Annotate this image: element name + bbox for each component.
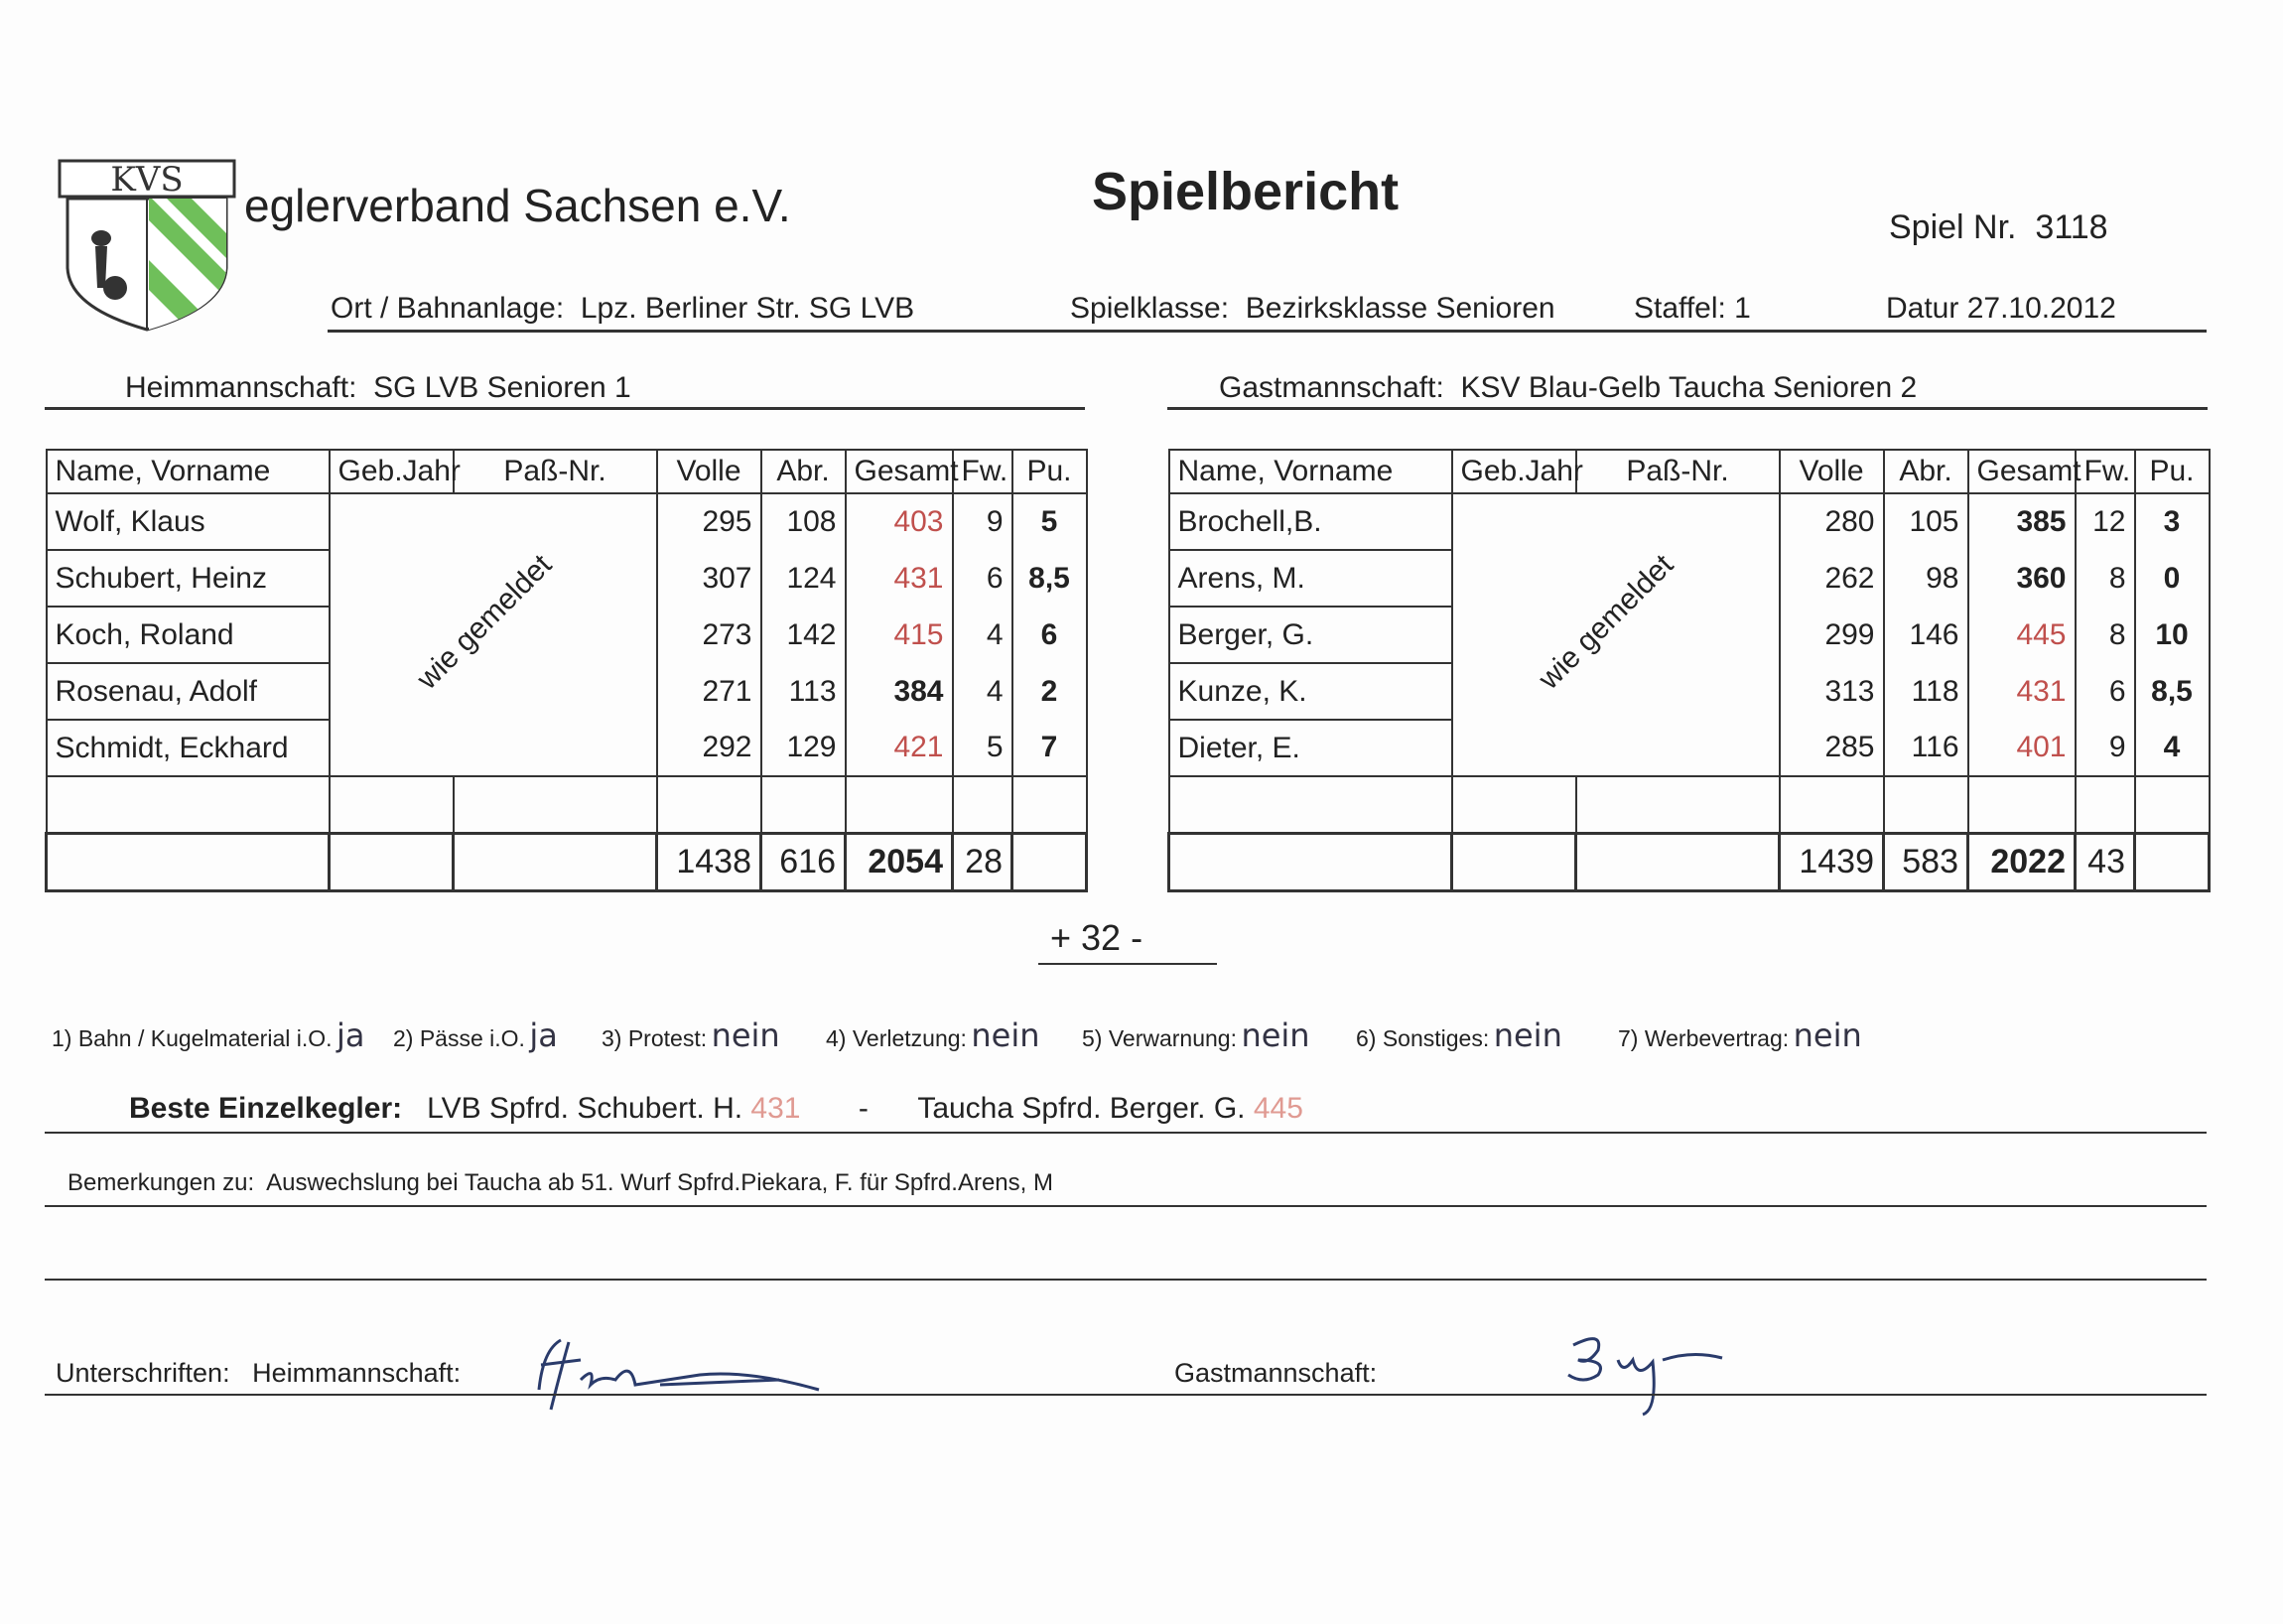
pu: 6	[1012, 607, 1087, 663]
abr: 124	[761, 550, 846, 607]
player-name: Wolf, Klaus	[47, 493, 330, 550]
player-name: Schmidt, Eckhard	[47, 720, 330, 776]
col-pass-nr: Paß-Nr.	[454, 450, 657, 493]
player-name: Dieter, E.	[1169, 720, 1452, 776]
volle: 273	[657, 607, 761, 663]
best-label: Beste Einzelkegler:	[129, 1092, 403, 1125]
pu: 8,5	[2135, 663, 2210, 720]
gesamt: 431	[846, 550, 953, 607]
pu: 3	[2135, 493, 2210, 550]
best-home-score: 431	[750, 1092, 801, 1125]
page-title: Spielbericht	[1092, 162, 1400, 221]
player-name: Rosenau, Adolf	[47, 663, 330, 720]
home-signature	[521, 1330, 839, 1420]
q7	[1618, 1016, 1862, 1054]
gesamt: 401	[1968, 720, 2076, 776]
fw: 4	[953, 663, 1012, 720]
fw: 5	[953, 720, 1012, 776]
home-stamp-text: wie gemeldet	[410, 548, 559, 696]
volle: 307	[657, 550, 761, 607]
signature-line	[45, 1394, 2207, 1396]
player-name: Schubert, Heinz	[47, 550, 330, 607]
total-volle: 1439	[1780, 834, 1884, 891]
player-name: Berger, G.	[1169, 607, 1452, 663]
q7-answer: nein	[1793, 1016, 1862, 1054]
gesamt: 445	[1968, 607, 2076, 663]
total-abr: 583	[1884, 834, 1968, 891]
total-gesamt: 2054	[846, 834, 953, 891]
pu: 0	[2135, 550, 2210, 607]
q1	[52, 1016, 364, 1054]
total-volle: 1438	[657, 834, 761, 891]
pu: 7	[1012, 720, 1087, 776]
total-abr: 616	[761, 834, 846, 891]
q3-label: 3) Protest:	[602, 1025, 708, 1051]
total-fw: 28	[953, 834, 1012, 891]
total-fw: 43	[2076, 834, 2135, 891]
guest-team-field	[1219, 371, 1917, 405]
q2-answer: ja	[529, 1016, 558, 1054]
col-name: Name, Vorname	[1169, 450, 1452, 493]
remarks-label: Bemerkungen zu:	[67, 1169, 255, 1196]
remarks-line-1	[45, 1205, 2207, 1207]
ort-field	[331, 292, 914, 326]
col-gesamt: Gesamt	[1968, 450, 2076, 493]
abr: 142	[761, 607, 846, 663]
col-geb-jahr: Geb.Jahr	[330, 450, 454, 493]
q1-answer: ja	[336, 1016, 365, 1054]
home-signature-label: Heimmannschaft:	[252, 1358, 462, 1388]
remarks-text: Auswechslung bei Taucha ab 51. Wurf Spfrd.Piekara, F. für Spfrd.Arens, M	[266, 1169, 1053, 1196]
abr: 98	[1884, 550, 1968, 607]
fw: 8	[2076, 550, 2135, 607]
best-home-text: LVB Spfrd. Schubert. H.	[427, 1092, 743, 1125]
home-label: Heimmannschaft:	[125, 371, 357, 404]
col-name: Name, Vorname	[47, 450, 330, 493]
guest-team-line	[1167, 407, 2208, 410]
spiel-nr-value: 3118	[2035, 208, 2108, 246]
home-header-row	[47, 450, 1087, 493]
fw: 8	[2076, 607, 2135, 663]
logo-text: KVS	[110, 160, 184, 200]
q6-answer: nein	[1493, 1016, 1562, 1054]
q6	[1356, 1016, 1562, 1054]
ort-label: Ort / Bahnanlage:	[331, 292, 565, 325]
col-gesamt: Gesamt	[846, 450, 953, 493]
q4-answer: nein	[971, 1016, 1040, 1054]
player-name: Brochell,B.	[1169, 493, 1452, 550]
abr: 146	[1884, 607, 1968, 663]
spielklasse-field	[1070, 292, 1555, 326]
q2-label: 2) Pässe i.O.	[393, 1025, 525, 1051]
volle: 313	[1780, 663, 1884, 720]
q5-answer: nein	[1241, 1016, 1310, 1054]
spielklasse-value: Bezirksklasse Senioren	[1245, 292, 1555, 325]
abr: 118	[1884, 663, 1968, 720]
volle: 285	[1780, 720, 1884, 776]
q7-label: 7) Werbevertrag:	[1618, 1025, 1790, 1051]
guest-signature-label: Gastmannschaft:	[1174, 1358, 1378, 1388]
volle: 262	[1780, 550, 1884, 607]
guest-signature	[1563, 1320, 1762, 1420]
difference: + 32 -	[1050, 917, 1143, 958]
col-pu: Pu.	[1012, 450, 1087, 493]
guest-score-table	[1167, 449, 2211, 892]
home-team-line	[45, 407, 1085, 410]
fw: 6	[2076, 663, 2135, 720]
guest-stamp-text: wie gemeldet	[1532, 548, 1680, 696]
col-pass-nr: Paß-Nr.	[1576, 450, 1780, 493]
totals-row	[1169, 834, 2210, 891]
col-abr: Abr.	[1884, 450, 1968, 493]
fw: 9	[2076, 720, 2135, 776]
spiel-nr-label: Spiel Nr.	[1889, 208, 2017, 246]
abr: 108	[761, 493, 846, 550]
best-dash: -	[858, 1092, 869, 1125]
home-team: SG LVB Senioren 1	[373, 371, 631, 404]
best-guest-score: 445	[1253, 1092, 1303, 1125]
home-score-table	[45, 449, 1088, 892]
abr: 105	[1884, 493, 1968, 550]
col-pu: Pu.	[2135, 450, 2210, 493]
totals-row	[47, 834, 1087, 891]
total-gesamt: 2022	[1968, 834, 2076, 891]
col-fw: Fw.	[2076, 450, 2135, 493]
guest-header-row	[1169, 450, 2210, 493]
best-guest-text: Taucha Spfrd. Berger. G.	[917, 1092, 1246, 1125]
best-players	[129, 1092, 1303, 1126]
staffel: Staffel: 1	[1634, 292, 1751, 325]
home-team-field	[125, 371, 631, 405]
col-volle: Volle	[1780, 450, 1884, 493]
blank-row	[1169, 776, 2210, 834]
pu: 4	[2135, 720, 2210, 776]
gesamt: 431	[1968, 663, 2076, 720]
col-fw: Fw.	[953, 450, 1012, 493]
org-name: eglerverband Sachsen e.V.	[244, 180, 791, 231]
volle: 295	[657, 493, 761, 550]
q3-answer: nein	[711, 1016, 780, 1054]
gesamt: 360	[1968, 550, 2076, 607]
gesamt: 403	[846, 493, 953, 550]
q3	[602, 1016, 780, 1054]
gesamt: 421	[846, 720, 953, 776]
remarks-line-2	[45, 1279, 2207, 1281]
abr: 116	[1884, 720, 1968, 776]
guest-label: Gastmannschaft:	[1219, 371, 1444, 404]
remarks	[67, 1169, 1053, 1197]
gesamt: 384	[846, 663, 953, 720]
best-line	[45, 1132, 2207, 1134]
abr: 129	[761, 720, 846, 776]
fw: 6	[953, 550, 1012, 607]
ort-value: Lpz. Berliner Str. SG LVB	[580, 292, 915, 325]
q6-label: 6) Sonstiges:	[1356, 1025, 1490, 1051]
table-row	[47, 493, 1087, 550]
q1-label: 1) Bahn / Kugelmaterial i.O.	[52, 1025, 333, 1051]
kvs-logo	[58, 159, 236, 333]
gesamt: 385	[1968, 493, 2076, 550]
col-geb-jahr: Geb.Jahr	[1452, 450, 1576, 493]
pu: 2	[1012, 663, 1087, 720]
fw: 12	[2076, 493, 2135, 550]
col-abr: Abr.	[761, 450, 846, 493]
info-line	[328, 330, 2207, 333]
signatures-label: Unterschriften:	[56, 1358, 230, 1388]
q5-label: 5) Verwarnung:	[1082, 1025, 1237, 1051]
q4-label: 4) Verletzung:	[826, 1025, 967, 1051]
fw: 9	[953, 493, 1012, 550]
fw: 4	[953, 607, 1012, 663]
abr: 113	[761, 663, 846, 720]
datum-field	[1886, 292, 2116, 326]
guest-team: KSV Blau-Gelb Taucha Senioren 2	[1460, 371, 1918, 404]
player-name: Arens, M.	[1169, 550, 1452, 607]
spiel-nr	[1889, 208, 2108, 247]
pu: 8,5	[1012, 550, 1087, 607]
blank-row	[47, 776, 1087, 834]
player-name: Koch, Roland	[47, 607, 330, 663]
q5	[1082, 1016, 1310, 1054]
q4	[826, 1016, 1040, 1054]
volle: 271	[657, 663, 761, 720]
pu: 5	[1012, 493, 1087, 550]
signatures	[56, 1358, 461, 1389]
player-name: Kunze, K.	[1169, 663, 1452, 720]
table-row	[1169, 493, 2210, 550]
volle: 299	[1780, 607, 1884, 663]
volle: 292	[657, 720, 761, 776]
volle: 280	[1780, 493, 1884, 550]
col-volle: Volle	[657, 450, 761, 493]
datum-value: 27.10.2012	[1966, 292, 2116, 325]
pu: 10	[2135, 607, 2210, 663]
gesamt: 415	[846, 607, 953, 663]
q2	[393, 1016, 558, 1054]
difference-line	[1038, 963, 1217, 965]
datum-label: Datur	[1886, 292, 1959, 325]
spielklasse-label: Spielklasse:	[1070, 292, 1230, 325]
